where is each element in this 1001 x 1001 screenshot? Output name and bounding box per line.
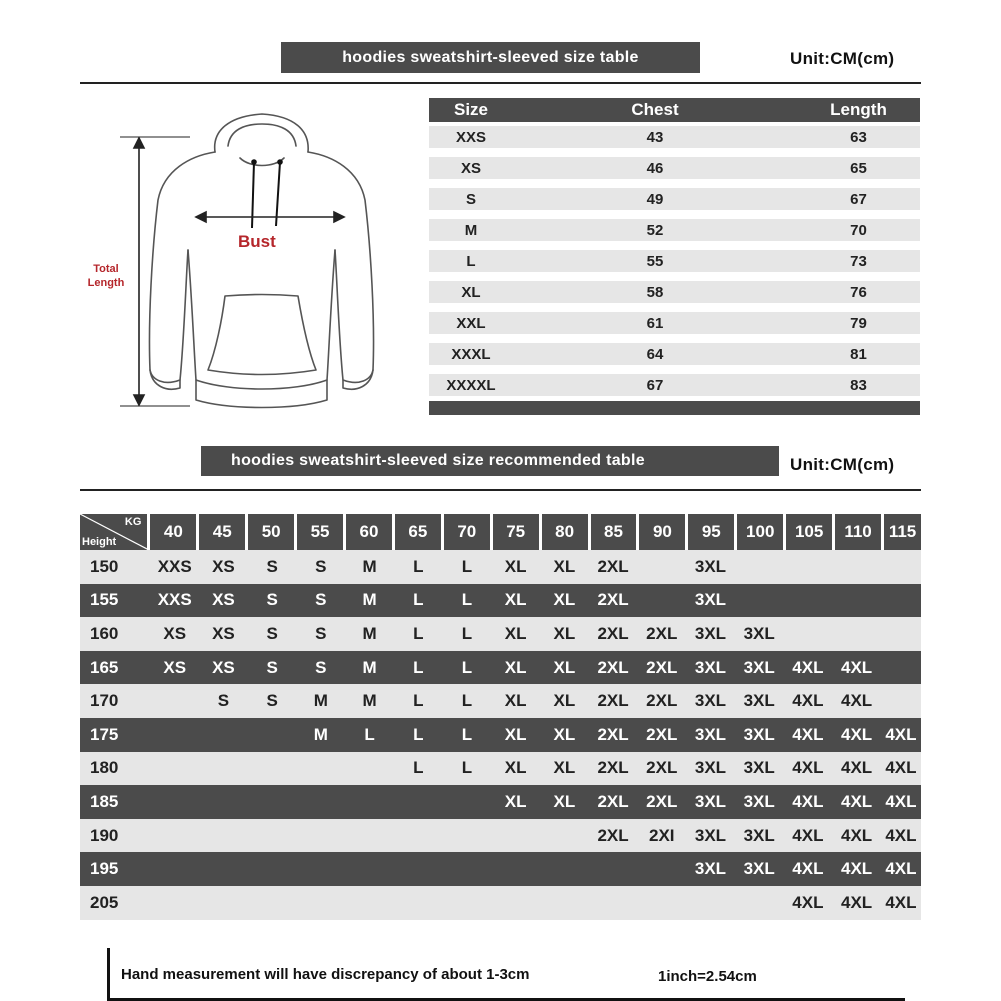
size-table-row bbox=[429, 184, 920, 215]
weight-header: 55 bbox=[297, 514, 343, 550]
recommended-table-row bbox=[80, 550, 921, 584]
size-recommendation-cell: L bbox=[461, 758, 473, 778]
size-recommendation-cell: XL bbox=[504, 657, 527, 677]
chest-cell: 43 bbox=[646, 129, 664, 146]
size-recommendation-cell: 3XL bbox=[694, 825, 727, 845]
height-cell: 160 bbox=[90, 623, 119, 643]
size-recommendation-cell: 3XL bbox=[694, 657, 727, 677]
size-recommendation-cell: XL bbox=[553, 724, 576, 744]
size-recommendation-cell: 4XL bbox=[885, 825, 917, 845]
corner-kg-label: KG bbox=[124, 516, 142, 528]
size-recommendation-cell: S bbox=[315, 657, 327, 677]
size-recommendation-cell: M bbox=[362, 657, 377, 677]
size-recommendation-cell: 4XL bbox=[792, 859, 824, 879]
size-recommendation-cell: XL bbox=[553, 791, 576, 811]
size-recommendation-cell: 4XL bbox=[840, 825, 873, 845]
size-recommendation-cell: 2XL bbox=[597, 657, 629, 677]
middle-divider bbox=[80, 489, 921, 491]
height-cell: 165 bbox=[90, 657, 119, 677]
size-recommendation-cell: XL bbox=[553, 556, 576, 576]
size-recommendation-cell: L bbox=[413, 590, 424, 610]
chest-cell: 67 bbox=[646, 377, 664, 394]
size-cell: XXL bbox=[456, 315, 486, 332]
length-cell: 83 bbox=[850, 377, 867, 394]
size-cell: XS bbox=[460, 160, 481, 177]
size-recommendation-cell: L bbox=[461, 724, 473, 744]
weight-header: 45 bbox=[199, 514, 245, 550]
size-recommendation-cell: 2XL bbox=[646, 691, 678, 711]
size-recommendation-cell: 2XL bbox=[597, 825, 629, 845]
bust-label: Bust bbox=[238, 232, 276, 251]
size-recommendation-cell: 3XL bbox=[694, 791, 727, 811]
chest-cell: 52 bbox=[646, 222, 664, 239]
size-recommendation-cell: XL bbox=[504, 724, 527, 744]
weight-header: 50 bbox=[248, 514, 294, 550]
height-cell: 155 bbox=[90, 590, 119, 610]
size-recommendation-cell: XL bbox=[553, 590, 576, 610]
size-recommendation-cell: 4XL bbox=[885, 791, 917, 811]
recommended-table-row bbox=[80, 651, 921, 685]
size-recommendation-cell: S bbox=[315, 623, 327, 643]
size-recommendation-cell: XS bbox=[212, 556, 235, 576]
weight-header: 60 bbox=[346, 514, 392, 550]
chest-cell: 64 bbox=[646, 346, 664, 363]
size-recommendation-cell: L bbox=[413, 657, 424, 677]
size-recommendation-cell: S bbox=[266, 623, 278, 643]
hoodie-diagram bbox=[80, 100, 420, 420]
size-recommendation-cell: M bbox=[362, 623, 377, 643]
height-cell: 195 bbox=[90, 859, 119, 879]
size-recommendation-cell: L bbox=[413, 623, 424, 643]
size-recommendation-cell: S bbox=[315, 556, 327, 576]
size-recommendation-cell: 4XL bbox=[885, 859, 917, 879]
length-cell: 79 bbox=[850, 315, 867, 332]
size-cell: XXS bbox=[455, 129, 486, 146]
size-recommendation-cell: XS bbox=[163, 623, 187, 643]
height-cell: 175 bbox=[90, 724, 119, 744]
weight-header: 95 bbox=[688, 514, 734, 550]
height-cell: 180 bbox=[90, 758, 119, 778]
height-cell: 185 bbox=[90, 791, 119, 811]
size-table bbox=[429, 98, 920, 415]
size-recommendation-cell: L bbox=[413, 691, 424, 711]
recommended-table-row bbox=[80, 584, 921, 618]
size-recommendation-cell: 3XL bbox=[694, 724, 727, 744]
recommended-table bbox=[80, 514, 921, 920]
size-table-row bbox=[429, 370, 920, 401]
length-cell: 67 bbox=[850, 191, 867, 208]
inch-conversion-note: 1inch=2.54cm bbox=[658, 968, 757, 985]
size-recommendation-cell: 3XL bbox=[743, 859, 775, 879]
size-recommendation-cell: 3XL bbox=[694, 590, 727, 610]
size-table-row bbox=[429, 339, 920, 370]
size-recommendation-cell: L bbox=[461, 657, 473, 677]
size-recommendation-cell: S bbox=[266, 657, 278, 677]
weight-header: 65 bbox=[395, 514, 441, 550]
size-recommendation-cell: 2XL bbox=[597, 691, 629, 711]
size-recommendation-cell: XS bbox=[212, 623, 235, 643]
size-recommendation-cell: 2XL bbox=[597, 758, 629, 778]
size-table-banner-text: hoodies sweatshirt-sleeved size table bbox=[342, 48, 639, 66]
height-cell: 190 bbox=[90, 825, 119, 845]
size-recommendation-cell: 4XL bbox=[792, 791, 824, 811]
size-recommendation-cell: XS bbox=[163, 657, 187, 677]
size-recommendation-cell: S bbox=[266, 556, 278, 576]
size-table-row bbox=[429, 246, 920, 277]
size-recommendation-cell: 4XL bbox=[792, 691, 824, 711]
size-recommendation-cell: 2XL bbox=[646, 724, 678, 744]
recommended-table-banner-text: hoodies sweatshirt-sleeved size recommended table bbox=[231, 452, 645, 469]
size-recommendation-cell: XL bbox=[553, 623, 576, 643]
size-table-body bbox=[429, 122, 920, 401]
weight-header: 100 bbox=[737, 514, 783, 550]
weight-header: 80 bbox=[542, 514, 588, 550]
size-recommendation-cell: 4XL bbox=[885, 758, 917, 778]
length-cell: 63 bbox=[850, 129, 867, 146]
size-recommendation-cell: 4XL bbox=[885, 724, 917, 744]
size-recommendation-cell: 2XL bbox=[646, 758, 678, 778]
recommended-table-row bbox=[80, 617, 921, 651]
size-recommendation-cell: 2XL bbox=[597, 623, 629, 643]
size-recommendation-cell: 4XL bbox=[792, 758, 824, 778]
size-table-row bbox=[429, 122, 920, 153]
size-recommendation-cell: S bbox=[266, 590, 278, 610]
corner-cell bbox=[80, 514, 147, 550]
length-cell: 76 bbox=[850, 284, 867, 301]
size-cell: M bbox=[464, 222, 478, 239]
chest-cell: 58 bbox=[646, 284, 664, 301]
size-cell: XXXL bbox=[451, 346, 491, 363]
top-divider bbox=[80, 82, 921, 84]
size-table-row bbox=[429, 308, 920, 339]
chest-cell: 46 bbox=[646, 160, 664, 177]
size-recommendation-cell: L bbox=[364, 724, 375, 744]
size-recommendation-cell: M bbox=[313, 724, 328, 744]
recommended-table-row bbox=[80, 684, 921, 718]
size-recommendation-cell: M bbox=[362, 556, 377, 576]
chest-header: Chest bbox=[631, 100, 679, 119]
recommended-table-row bbox=[80, 785, 921, 819]
size-recommendation-cell: L bbox=[413, 758, 424, 778]
recommended-table-row bbox=[80, 852, 921, 886]
size-cell: XXXXL bbox=[446, 377, 496, 394]
size-recommendation-cell: 2XL bbox=[597, 590, 629, 610]
weight-header: 75 bbox=[493, 514, 539, 550]
size-recommendation-cell: 4XL bbox=[840, 758, 873, 778]
recommended-table-row bbox=[80, 752, 921, 786]
recommended-table-row bbox=[80, 718, 921, 752]
size-recommendation-cell: 4XL bbox=[840, 892, 873, 912]
weight-header: 70 bbox=[444, 514, 490, 550]
size-recommendation-cell: 2XL bbox=[597, 556, 629, 576]
size-recommendation-cell: L bbox=[413, 556, 424, 576]
size-recommendation-cell: 2XL bbox=[597, 724, 629, 744]
size-recommendation-cell: XL bbox=[504, 556, 527, 576]
size-recommendation-cell: 4XL bbox=[840, 657, 873, 677]
size-recommendation-cell: S bbox=[315, 590, 327, 610]
height-cell: 170 bbox=[90, 691, 119, 711]
size-recommendation-cell: XL bbox=[504, 590, 527, 610]
size-cell: S bbox=[465, 191, 476, 208]
size-recommendation-cell: 2XL bbox=[646, 657, 678, 677]
size-recommendation-cell: 3XL bbox=[694, 691, 727, 711]
size-recommendation-cell: M bbox=[313, 691, 328, 711]
length-cell: 73 bbox=[850, 253, 867, 270]
height-cell: 205 bbox=[90, 892, 119, 912]
size-recommendation-cell: 3XL bbox=[743, 724, 775, 744]
size-recommendation-cell: M bbox=[362, 691, 377, 711]
size-recommendation-cell: XXS bbox=[157, 590, 192, 610]
size-recommendation-cell: L bbox=[461, 556, 473, 576]
size-recommendation-cell: 2XL bbox=[597, 791, 629, 811]
weight-header: 115 bbox=[884, 514, 921, 550]
size-recommendation-cell: XL bbox=[553, 691, 576, 711]
size-recommendation-cell: S bbox=[217, 691, 230, 711]
size-recommendation-cell: 4XL bbox=[840, 691, 873, 711]
recommended-table-row bbox=[80, 886, 921, 920]
weight-header: 105 bbox=[786, 514, 832, 550]
size-recommendation-cell: 3XL bbox=[743, 623, 775, 643]
size-recommendation-cell: 2XL bbox=[646, 623, 678, 643]
size-recommendation-cell: 3XL bbox=[694, 859, 727, 879]
corner-height-label: Height bbox=[82, 536, 117, 548]
chest-cell: 61 bbox=[646, 315, 664, 332]
size-table-header bbox=[429, 98, 920, 122]
size-cell: L bbox=[466, 253, 476, 270]
total-length-label-line1: Total bbox=[93, 263, 119, 275]
chest-cell: 55 bbox=[646, 253, 664, 270]
size-recommendation-cell: 4XL bbox=[792, 892, 824, 912]
size-table-row bbox=[429, 215, 920, 246]
size-recommendation-cell: L bbox=[413, 724, 424, 744]
size-recommendation-cell: 4XL bbox=[792, 825, 824, 845]
size-table-unit: Unit:CM(cm) bbox=[790, 49, 895, 68]
size-recommendation-cell: L bbox=[461, 691, 473, 711]
size-recommendation-cell: 4XL bbox=[792, 657, 824, 677]
size-recommendation-cell: XS bbox=[212, 590, 235, 610]
recommended-table-row bbox=[80, 819, 921, 853]
size-recommendation-cell: 3XL bbox=[694, 556, 727, 576]
weight-header: 85 bbox=[591, 514, 637, 550]
size-table-banner bbox=[281, 42, 700, 73]
size-recommendation-cell: XL bbox=[553, 758, 576, 778]
total-length-label-line2: Length bbox=[87, 277, 125, 289]
size-recommendation-cell: 2XI bbox=[649, 825, 675, 845]
size-recommendation-cell: XS bbox=[212, 657, 235, 677]
size-header: Size bbox=[453, 100, 489, 119]
size-recommendation-cell: 3XL bbox=[743, 825, 775, 845]
size-recommendation-cell: 4XL bbox=[840, 859, 873, 879]
size-table-row bbox=[429, 153, 920, 184]
weight-header: 40 bbox=[150, 514, 196, 550]
size-recommendation-cell: 3XL bbox=[743, 791, 775, 811]
total-length-label bbox=[80, 262, 132, 290]
size-recommendation-cell: 4XL bbox=[840, 791, 873, 811]
size-recommendation-cell: L bbox=[461, 623, 473, 643]
recommended-table-body bbox=[80, 550, 921, 920]
size-table-footer-bar bbox=[429, 401, 920, 415]
length-cell: 65 bbox=[850, 160, 867, 177]
size-recommendation-cell: XL bbox=[504, 691, 527, 711]
size-recommendation-cell: XL bbox=[553, 657, 576, 677]
recommended-table-banner bbox=[201, 446, 779, 476]
size-recommendation-cell: 4XL bbox=[885, 892, 917, 912]
size-recommendation-cell: 3XL bbox=[743, 691, 775, 711]
size-recommendation-cell: 3XL bbox=[694, 623, 727, 643]
recommended-table-header bbox=[80, 514, 921, 550]
size-recommendation-cell: S bbox=[266, 691, 278, 711]
size-recommendation-cell: L bbox=[461, 590, 473, 610]
size-recommendation-cell: 4XL bbox=[840, 724, 873, 744]
size-recommendation-cell: 3XL bbox=[743, 657, 775, 677]
recommended-table-unit: Unit:CM(cm) bbox=[790, 455, 895, 474]
weight-header: 90 bbox=[639, 514, 685, 550]
size-recommendation-cell: XL bbox=[504, 623, 527, 643]
length-header: Length bbox=[830, 100, 887, 119]
chest-cell: 49 bbox=[646, 191, 664, 208]
size-recommendation-cell: XL bbox=[504, 791, 527, 811]
size-table-row bbox=[429, 277, 920, 308]
size-recommendation-cell: XXS bbox=[157, 556, 192, 576]
weight-header: 110 bbox=[835, 514, 881, 550]
size-recommendation-cell: 3XL bbox=[743, 758, 775, 778]
size-recommendation-cell: 4XL bbox=[792, 724, 824, 744]
length-cell: 81 bbox=[850, 346, 867, 363]
size-recommendation-cell: M bbox=[362, 590, 377, 610]
size-cell: XL bbox=[461, 284, 481, 301]
size-recommendation-cell: 2XL bbox=[646, 791, 678, 811]
height-cell: 150 bbox=[90, 556, 119, 576]
size-recommendation-cell: XL bbox=[504, 758, 527, 778]
size-recommendation-cell: 3XL bbox=[694, 758, 727, 778]
length-cell: 70 bbox=[850, 222, 867, 239]
measurement-note: Hand measurement will have discrepancy of about 1-3cm bbox=[121, 966, 530, 983]
